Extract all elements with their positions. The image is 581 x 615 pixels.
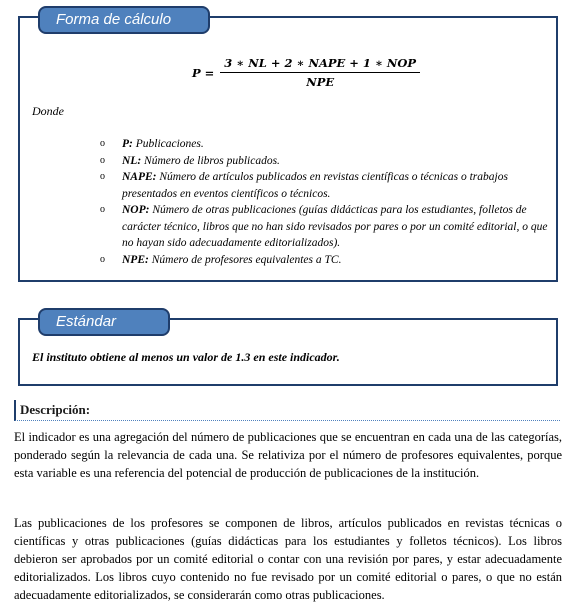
donde-label: Donde	[32, 104, 64, 118]
standard-text: El instituto obtiene al menos un valor de 1.3 en este indicador.	[32, 350, 340, 364]
formula-lhs: P =	[192, 65, 215, 80]
definition-text: Publicaciones.	[132, 138, 204, 150]
description-heading: Descripción:	[14, 400, 560, 421]
bullet-icon: o	[100, 204, 105, 215]
definition-term: P:	[122, 138, 133, 150]
formula-box	[18, 11, 558, 282]
description-paragraph: El indicador es una agregación del número de publicaciones que se encuentran en cada una de las categorías, ponderado según la relevancia de cada una. Se relativiza por el número de profesores equivalentes, porque esta variable es una referencia del potencial de producción de publicaciones de la institución.	[14, 430, 562, 480]
definition-text: Número de profesores equivalentes a TC.	[148, 253, 342, 266]
definition-text: Número de otras publicaciones (guías didácticas para los estudiantes, folletos de carácter técnico, libros que no han sido revisados por pares o por un comité editorial, o que no hayan sido adecuadamente editorializados).	[122, 204, 548, 249]
definition-text: Número de libros publicados.	[141, 154, 280, 167]
definition-item	[100, 169, 552, 202]
definition-item	[100, 153, 552, 170]
definition-list	[100, 136, 552, 268]
bullet-icon: o	[100, 253, 105, 265]
bullet-icon: o	[100, 154, 105, 166]
bullet-icon: o	[100, 171, 105, 182]
formula-fraction	[220, 56, 420, 89]
definition-item	[100, 252, 552, 269]
definition-item	[100, 202, 552, 252]
formula-numerator: 3 ∗ NL + 2 ∗ NAPE + 1 ∗ NOP	[220, 56, 420, 73]
definition-term: NL:	[122, 154, 142, 167]
definition-text: Número de artículos publicados en revistas científicas o técnicas o trabajos presentados en eventos científicos o técnicos.	[122, 171, 508, 200]
bullet-icon: o	[100, 138, 105, 149]
standard-box-title: Estándar	[38, 308, 170, 336]
definition-term: NOP:	[122, 204, 150, 216]
definition-term: NPE:	[122, 253, 149, 266]
definition-item	[100, 136, 552, 153]
formula-denominator: NPE	[306, 75, 335, 89]
description-paragraph: Las publicaciones de los profesores se componen de libros, artículos publicados en revistas técnicas o científicas y otras publicaciones (guías didácticas para los estudiantes y folletos técnicos). Los libros debieron ser aprobados por un comité editorial o contar con una revisión por pares, y estar adecuadamente editorializados. Los libros cuyo contenido no fue revisado por un comité editorial o pares, o que no están adecuadamente editorializados, se considerarán como otras publicaciones.	[14, 516, 562, 602]
standard-box	[18, 313, 558, 386]
definition-term: NAPE:	[122, 171, 157, 183]
formula	[192, 56, 420, 89]
formula-box-title: Forma de cálculo	[38, 6, 210, 34]
